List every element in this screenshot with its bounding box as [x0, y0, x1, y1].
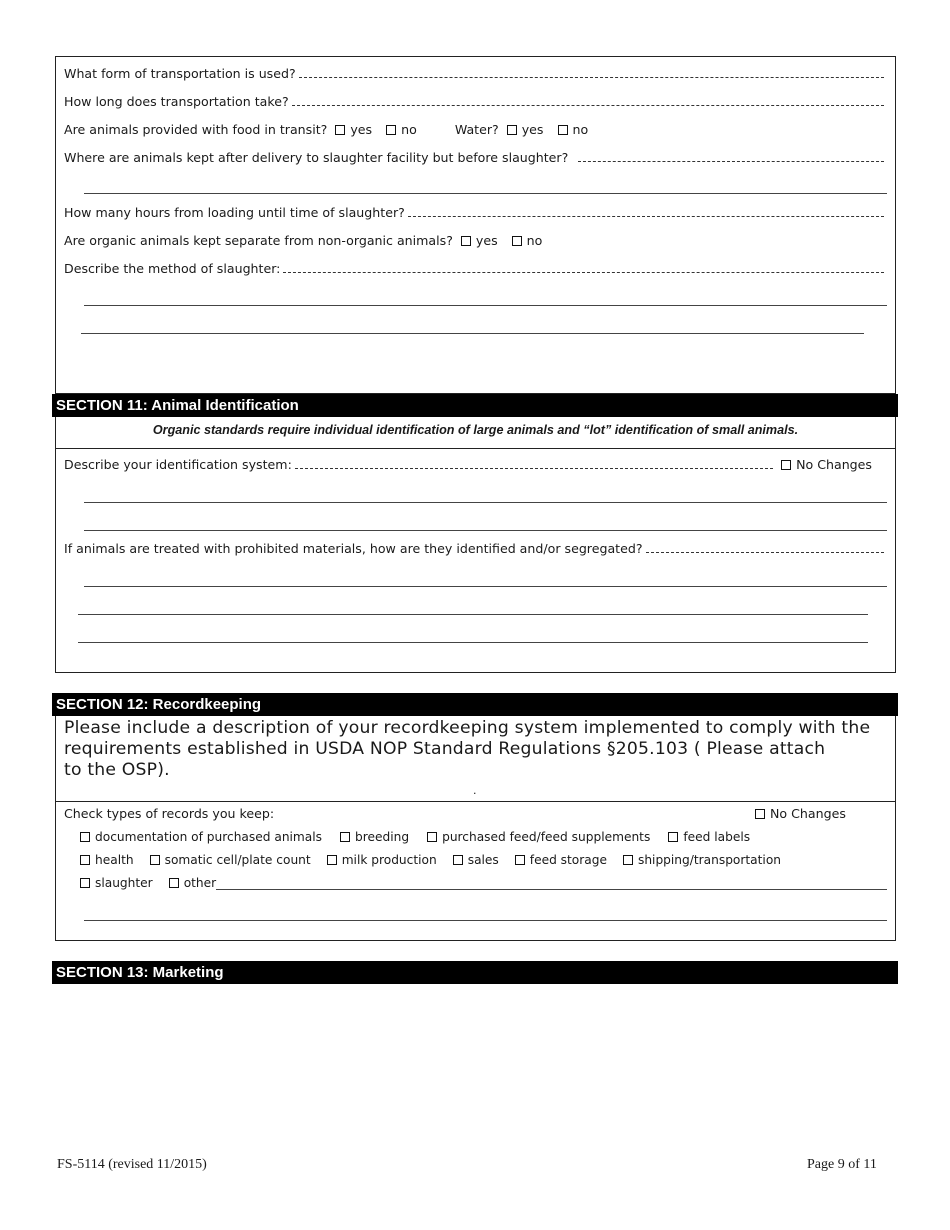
kept-after-delivery-line-2[interactable] — [84, 193, 887, 194]
records-line-2[interactable] — [84, 920, 887, 921]
record-other-checkbox[interactable] — [169, 878, 179, 888]
id-system-label: Describe your identification system: — [64, 457, 292, 472]
record-feed-labels-checkbox[interactable] — [668, 832, 678, 842]
record-breeding-checkbox[interactable] — [340, 832, 350, 842]
records-row-3 — [80, 876, 887, 890]
record-health-checkbox[interactable] — [80, 855, 90, 865]
records-row-1 — [80, 830, 750, 844]
separate-no-option[interactable]: no — [512, 233, 543, 248]
record-feed-storage-checkbox[interactable] — [515, 855, 525, 865]
food-no-option[interactable]: no — [386, 122, 417, 137]
record-other-option[interactable]: other — [169, 876, 216, 890]
hours-loading-field[interactable] — [408, 216, 884, 217]
slaughter-method-question — [64, 261, 884, 276]
id-no-changes-option[interactable]: No Changes — [781, 457, 872, 472]
id-system-line-3[interactable] — [84, 530, 887, 531]
separate-yes-checkbox[interactable] — [461, 236, 471, 246]
food-no-checkbox[interactable] — [386, 125, 396, 135]
record-feed-supplements-option[interactable]: purchased feed/feed supplements — [427, 830, 650, 844]
kept-after-delivery-field[interactable] — [578, 161, 884, 162]
record-purchased-animals-checkbox[interactable] — [80, 832, 90, 842]
kept-after-delivery-question — [64, 150, 884, 165]
recordkeeping-description-1: Please include a description of your recordkeeping system implemented to comply with the — [64, 718, 871, 738]
section11-header: SECTION 11: Animal Identification — [52, 394, 898, 417]
transport-time-field[interactable] — [292, 105, 884, 106]
prohibited-field[interactable] — [646, 552, 884, 553]
food-yes-option[interactable]: yes — [335, 122, 372, 137]
record-shipping-option[interactable]: shipping/transportation — [623, 853, 781, 867]
record-somatic-checkbox[interactable] — [150, 855, 160, 865]
transport-time-question — [64, 94, 884, 109]
id-no-changes-checkbox[interactable] — [781, 460, 791, 470]
kept-after-delivery-label: Where are animals kept after delivery to slaughter facility but before slaughter? — [64, 150, 569, 165]
water-no-checkbox[interactable] — [558, 125, 568, 135]
transport-form-question — [64, 66, 884, 81]
food-yes-checkbox[interactable] — [335, 125, 345, 135]
records-no-changes-checkbox[interactable] — [755, 809, 765, 819]
transport-form-label: What form of transportation is used? — [64, 66, 296, 81]
section11-divider — [55, 448, 896, 449]
record-somatic-option[interactable]: somatic cell/plate count — [150, 853, 311, 867]
record-feed-labels-option[interactable]: feed labels — [668, 830, 750, 844]
record-sales-checkbox[interactable] — [453, 855, 463, 865]
record-feed-storage-option[interactable]: feed storage — [515, 853, 607, 867]
prohibited-line-3[interactable] — [78, 614, 868, 615]
id-system-field[interactable] — [295, 468, 773, 469]
form-id: FS-5114 (revised 11/2015) — [57, 1157, 207, 1172]
slaughter-method-field[interactable] — [283, 272, 884, 273]
prohibited-line-4[interactable] — [78, 642, 868, 643]
kept-separate-label: Are organic animals kept separate from non-organic animals? — [64, 233, 453, 248]
records-no-changes-option[interactable]: No Changes — [755, 806, 846, 821]
record-milk-option[interactable]: milk production — [327, 853, 437, 867]
section12-divider — [55, 801, 896, 802]
section13-header: SECTION 13: Marketing — [52, 961, 898, 984]
separate-yes-option[interactable]: yes — [461, 233, 498, 248]
record-milk-checkbox[interactable] — [327, 855, 337, 865]
kept-separate-question — [64, 233, 542, 248]
record-types-question — [64, 806, 274, 821]
records-row-2 — [80, 853, 781, 867]
prohibited-question — [64, 541, 884, 556]
transport-time-label: How long does transportation take? — [64, 94, 289, 109]
page-number: Page 9 of 11 — [807, 1157, 877, 1172]
id-system-question — [64, 457, 872, 472]
slaughter-method-line-2[interactable] — [84, 305, 887, 306]
record-slaughter-option[interactable]: slaughter — [80, 876, 153, 890]
hours-loading-question — [64, 205, 884, 220]
record-purchased-animals-option[interactable]: documentation of purchased animals — [80, 830, 322, 844]
record-feed-supplements-checkbox[interactable] — [427, 832, 437, 842]
slaughter-method-label: Describe the method of slaughter: — [64, 261, 281, 276]
prohibited-label: If animals are treated with prohibited materials, how are they identified and/or segregated? — [64, 541, 643, 556]
record-shipping-checkbox[interactable] — [623, 855, 633, 865]
water-yes-option[interactable]: yes — [507, 122, 544, 137]
slaughter-method-line-3[interactable] — [81, 333, 864, 334]
water-no-option[interactable]: no — [558, 122, 589, 137]
transport-form-field[interactable] — [299, 77, 884, 78]
id-system-line-2[interactable] — [84, 502, 887, 503]
food-transit-label: Are animals provided with food in transit? — [64, 122, 328, 137]
record-other-field[interactable] — [216, 889, 887, 890]
recordkeeping-description-3: to the OSP). — [64, 760, 170, 780]
record-breeding-option[interactable]: breeding — [340, 830, 409, 844]
section11-note: Organic standards require individual identification of large animals and “lot” identification of small animals. — [152, 423, 799, 437]
recordkeeping-period: . — [473, 784, 477, 797]
recordkeeping-description-2: requirements established in USDA NOP Standard Regulations §205.103 ( Please attach — [64, 739, 826, 759]
food-transit-question — [64, 122, 588, 137]
record-sales-option[interactable]: sales — [453, 853, 499, 867]
prohibited-line-2[interactable] — [84, 586, 887, 587]
separate-no-checkbox[interactable] — [512, 236, 522, 246]
water-label: Water? — [454, 122, 499, 137]
record-slaughter-checkbox[interactable] — [80, 878, 90, 888]
water-yes-checkbox[interactable] — [507, 125, 517, 135]
hours-loading-label: How many hours from loading until time of slaughter? — [64, 205, 405, 220]
section12-header: SECTION 12: Recordkeeping — [52, 693, 898, 716]
record-types-label: Check types of records you keep: — [64, 806, 275, 821]
record-health-option[interactable]: health — [80, 853, 134, 867]
